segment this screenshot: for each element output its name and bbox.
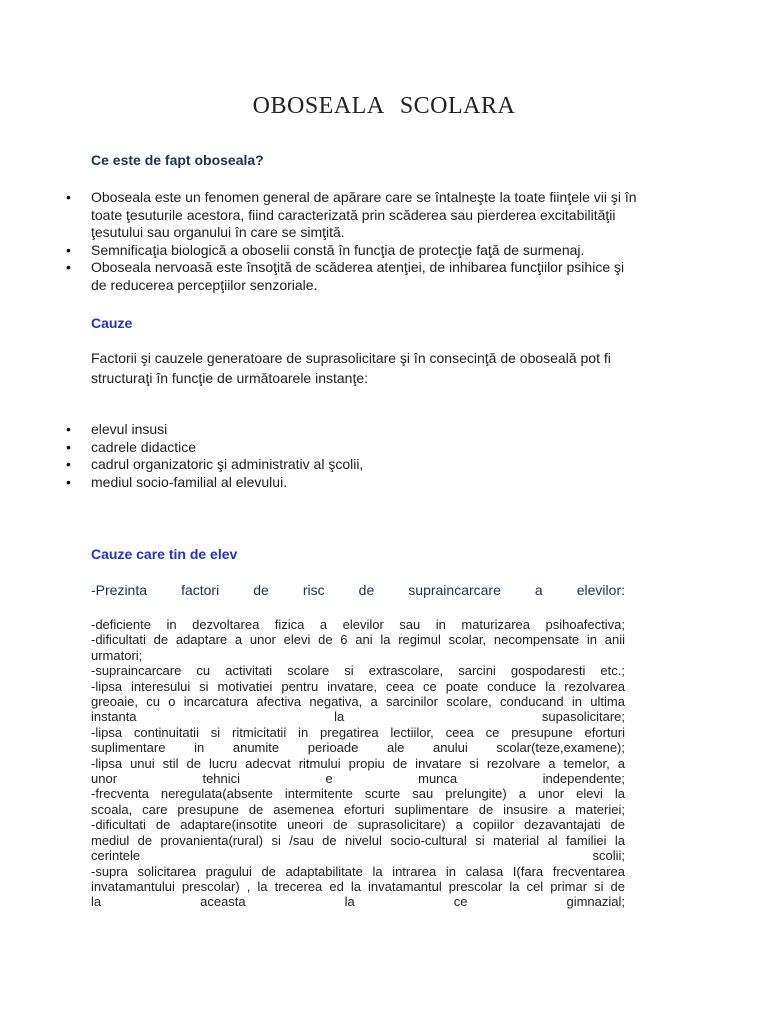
list-item-line: toate ţesuturile acestora, fiind caracterizată prin scăderea sau pierderea excitabilităţii (91, 206, 616, 223)
list-item-line: Oboseala nervoasă este însoţită de scăderea atenţiei, de inhibarea funcţiilor psihice şi (91, 259, 625, 275)
body-line: suplimentare in anumite perioade ale anului scolar(teze,examene); (91, 740, 625, 756)
body-line: urmatori; (91, 647, 143, 663)
list-item-line: de reducerea percepţiilor senzoriale. (91, 276, 318, 293)
list-item: • cadrul organizatoric şi administrativ al şcolii, (91, 456, 691, 474)
section-heading-what-is: Ce este de fapt oboseala? (91, 152, 264, 168)
body-line: -dificultati de adaptare(insotite uneori de suprasolicitare) a copiilor dezavantajati de (91, 817, 625, 833)
list-item: • mediul socio-familial al elevului. (91, 474, 691, 492)
list-item (91, 189, 691, 242)
body-line: invatamantului prescolar) , la trecerea ed la invatamantul prescolar la cel primar si de (91, 878, 625, 894)
list-item-line: Semnificaţia biologică a oboselii constă în funcţia de protecţie faţă de surmenaj. (91, 241, 585, 258)
body-line: scoala, care presupune de asemenea eforturi suplimentare de insusire a materiei; (91, 801, 625, 817)
body-line: -supraincarcare cu activitati scolare si extrascolare, sarcini gospodaresti etc.; (91, 663, 625, 679)
list-item (91, 242, 691, 260)
section-heading-student-causes: Cauze care tin de elev (91, 546, 238, 562)
body-line: -lipsa unui stil de lucru adecvat ritmului propiu de invatare si rezolvare a temelor, a (91, 755, 625, 771)
risk-factors-line: -Prezinta factori de risc de supraincarcare a elevilor: (91, 582, 625, 598)
definition-list (91, 189, 691, 294)
body-line: -supra solicitarea pragului de adaptabilitate la intrarea in calasa I(fara frecventarea (91, 863, 625, 879)
student-causes-body (91, 617, 625, 910)
body-line: -deficiente in dezvoltarea fizica a elevilor sau in maturizarea psihoafectiva; (91, 617, 625, 632)
body-line: -lipsa continuitatii si ritmicitatii in pregatirea lectiilor, ceea ce presupune eforturi (91, 724, 625, 740)
list-item: • elevul insusi (91, 421, 691, 439)
section-heading-causes: Cauze (91, 315, 133, 331)
list-item-line: ţesutului sau organului în care se simţită. (91, 224, 345, 240)
body-line: -dificultati de adaptare a unor elevi de 6 ani la regimul scolar, necompensate in anii (91, 632, 625, 648)
page-title: OBOSEALA SCOLARA (252, 93, 516, 119)
list-item: • cadrele didactice (91, 439, 691, 457)
list-item-line: Oboseala este un fenomen general de apărare care se întalneşte la toate fiinţele vii şi în (91, 189, 637, 205)
body-line: unor tehnici e munca independente; (91, 771, 625, 787)
causes-intro-line1: Factorii şi cauzele generatoare de suprasolicitare şi în consecinţă de oboseală pot fi (91, 350, 611, 366)
body-line: instanta la supasolicitare; (91, 709, 625, 725)
body-line: mediul de provanienta(rural) si /sau de nivelul socio-cultural si material al familiei la (91, 832, 625, 848)
list-item (91, 259, 691, 294)
body-line: la aceasta la ce gimnazial; (91, 894, 625, 910)
body-line: cerintele scolii; (91, 848, 625, 864)
causes-intro-line2: structuraţi în funcţie de următoarele instanţe: (91, 370, 369, 386)
body-line: greoaie, cu o incarcatura afectiva negativa, a sarcinilor scolare, conducand in ultima (91, 694, 625, 710)
body-line: -frecventa neregulata(absente intermitente scurte sau prelungite) a unor elevi la (91, 786, 625, 802)
body-line: -lipsa interesului si motivatiei pentru invatare, ceea ce poate conduce la rezolvarea (91, 678, 625, 694)
causes-intro (91, 348, 651, 388)
causes-list (91, 421, 691, 491)
